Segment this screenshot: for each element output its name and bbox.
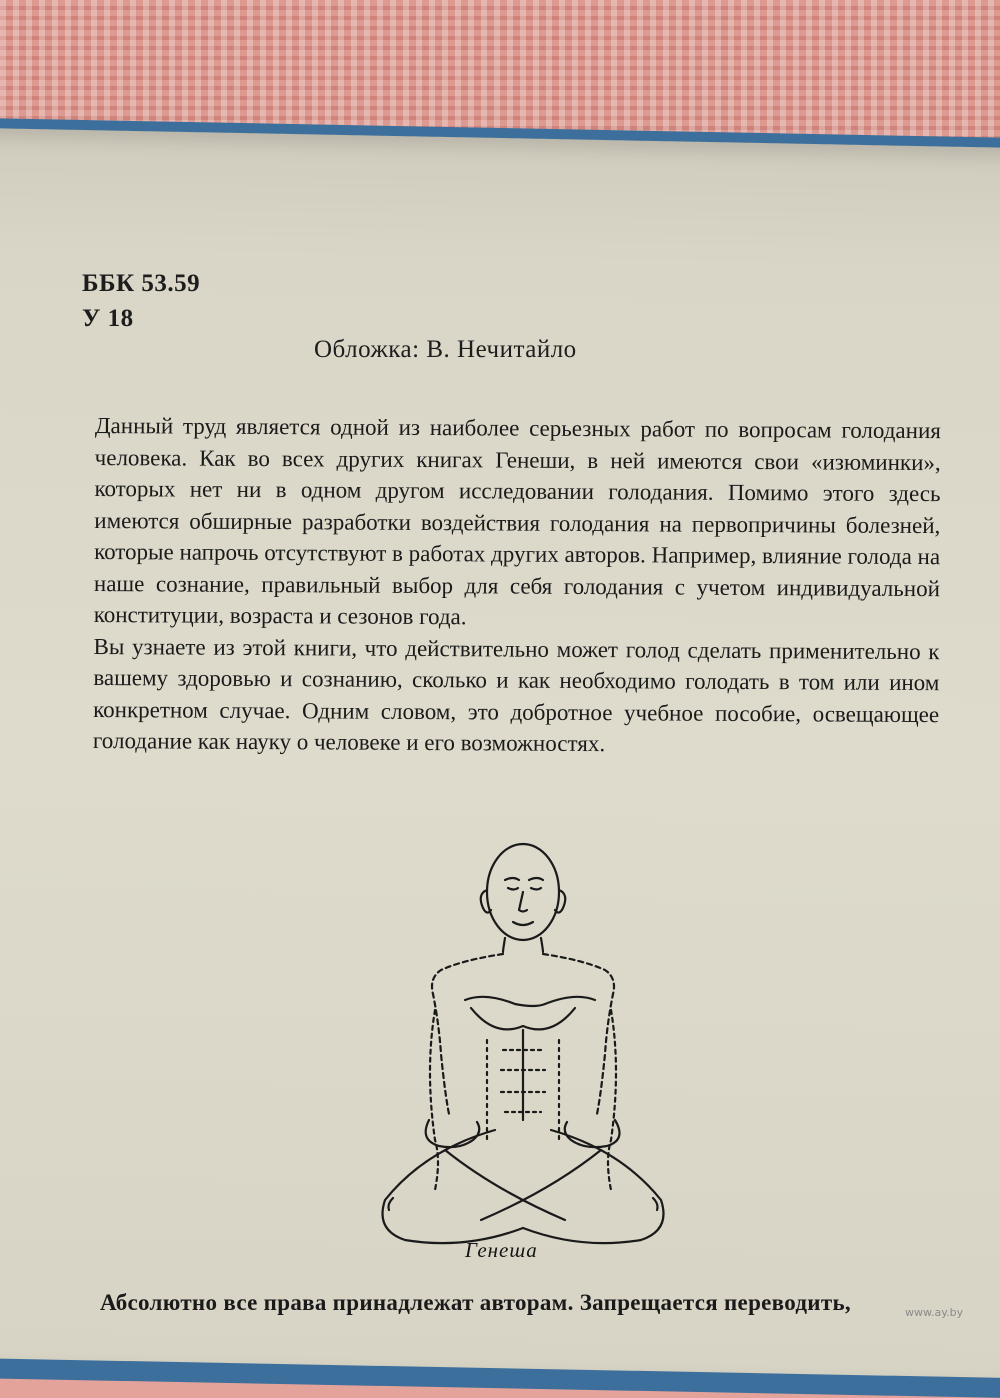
cover-credit: Обложка: В. Нечитайло <box>314 336 577 363</box>
meditating-figure-illustration <box>375 830 665 1280</box>
annotation-text <box>93 410 941 762</box>
watermark: www.ay.by <box>905 1306 964 1319</box>
classification-block <box>82 266 200 336</box>
bbk-code: ББК 53.59 <box>82 270 201 297</box>
illustration-signature: Генеша <box>465 1238 538 1262</box>
udc-code: У 18 <box>82 305 134 332</box>
rights-notice: Абсолютно все права принадлежат авторам. Запрещается переводить, <box>100 1290 851 1315</box>
fabric-background <box>0 0 1000 140</box>
annotation-paragraph-1: Данный труд является одной из наиболее серьезных работ по вопросам голодания человека. Как во всех других книгах Генеши, в ней имеются свои «изюминки», которых нет ни в одном другом исследовании голодания. Помимо этого здесь имеются обширные разработки воздействия голодания на первопричины болезней, которые напрочь отсутствуют в работах других авторов. Например, влияние голода на наше сознание, правильный выбор для себя голодания с учетом индивидуальной конституции, возраста и сезонов года. <box>93 412 941 630</box>
annotation-paragraph-2: Вы узнаете из этой книги, что действительно может голод сделать применительно к вашему здоровью и сознанию, сколько и как необходимо голодать в том или ином конкретном случае. Одним словом, это добротное учебное пособие, освещающее голодание как науку о человеке и его возможностях. <box>92 633 940 757</box>
